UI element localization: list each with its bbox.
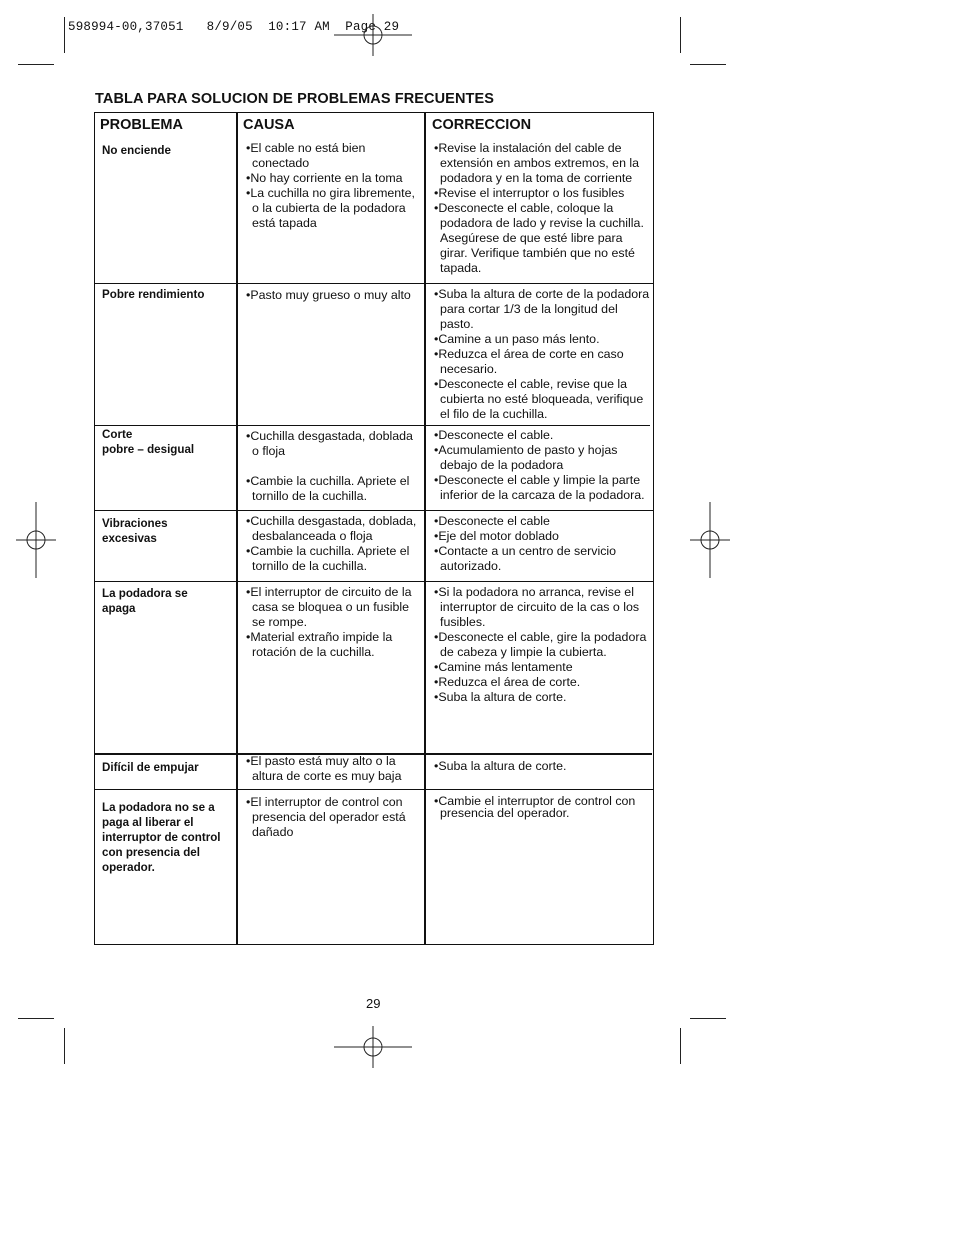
problem-line: excesivas bbox=[102, 532, 157, 545]
cause-item: •El pasto está muy alto o la altura de corte es muy baja bbox=[246, 754, 402, 783]
page-number: 29 bbox=[366, 996, 381, 1011]
fix-cell bbox=[432, 428, 650, 503]
problem-line: Difícil de empujar bbox=[102, 761, 199, 774]
fix-item: •Revise el interruptor o los fusibles bbox=[434, 186, 625, 200]
problem-line: La podadora no se a bbox=[102, 801, 215, 814]
cause-item: •No hay corriente en la toma bbox=[246, 171, 403, 185]
cause-item: •Cambie la cuchilla. Apriete el tornillo de la cuchilla. bbox=[246, 474, 410, 503]
fix-item: •Camine más lentamente bbox=[434, 660, 573, 674]
crop-mark bbox=[18, 1018, 54, 1019]
crop-mark bbox=[18, 64, 54, 65]
row-divider bbox=[94, 425, 650, 426]
crop-mark bbox=[680, 17, 681, 53]
row-divider bbox=[94, 510, 654, 511]
problem-cell bbox=[102, 760, 234, 775]
cause-cell bbox=[244, 429, 420, 504]
cause-item: •Cambie la cuchilla. Apriete el tornillo de la cuchilla. bbox=[246, 544, 410, 573]
fix-cell bbox=[432, 141, 650, 276]
problem-line: interruptor de control bbox=[102, 831, 221, 844]
fix-item: •Reduzca el área de corte en caso necesario. bbox=[434, 347, 624, 376]
problem-line: apaga bbox=[102, 602, 136, 615]
problem-cell bbox=[102, 287, 234, 302]
cause-item: •Cuchilla desgastada, doblada o floja bbox=[246, 429, 413, 458]
problem-cell bbox=[102, 586, 234, 616]
table-title: TABLA PARA SOLUCION DE PROBLEMAS FRECUENTES bbox=[95, 91, 495, 107]
cause-item: •El interruptor de control con presencia del operador está dañado bbox=[246, 795, 406, 839]
cause-cell bbox=[244, 141, 420, 231]
column-divider bbox=[424, 112, 426, 945]
cause-item: •La cuchilla no gira libremente, o la cubierta de la podadora está tapada bbox=[246, 186, 415, 230]
problem-line: Pobre rendimiento bbox=[102, 288, 205, 301]
header-correccion: CORRECCION bbox=[432, 117, 532, 133]
print-slug: 598994-00,37051 8/9/05 10:17 AM Page 29 bbox=[68, 20, 400, 34]
problem-line: Corte bbox=[102, 428, 133, 441]
fix-item: •Eje del motor doblado bbox=[434, 529, 559, 543]
cause-cell bbox=[244, 585, 420, 660]
header-causa: CAUSA bbox=[243, 117, 295, 133]
problem-cell bbox=[102, 427, 234, 457]
registration-mark-icon bbox=[690, 502, 730, 578]
fix-item: •Desconecte el cable bbox=[434, 514, 550, 528]
fix-cell bbox=[432, 795, 650, 819]
fix-item: •Desconecte el cable, gire la podadora de cabeza y limpie la cubierta. bbox=[434, 630, 647, 659]
fix-item: •Cambie el interruptor de control con presencia del operador. bbox=[434, 794, 636, 820]
crop-mark bbox=[64, 17, 65, 53]
cause-cell bbox=[244, 288, 420, 303]
column-divider bbox=[236, 112, 238, 945]
fix-item: •Camine a un paso más lento. bbox=[434, 332, 600, 346]
problem-cell bbox=[102, 800, 234, 875]
cause-cell bbox=[244, 795, 420, 840]
fix-item: •Si la podadora no arranca, revise el interruptor de circuito de la cas o los fusibles. bbox=[434, 585, 640, 629]
fix-item: •Contacte a un centro de servicio autorizado. bbox=[434, 544, 617, 573]
problem-line: La podadora se bbox=[102, 587, 188, 600]
crop-mark bbox=[680, 1028, 681, 1064]
problem-line: Vibraciones bbox=[102, 517, 168, 530]
fix-item: •Desconecte el cable, coloque la podadora de lado y revise la cuchilla. Asegúrese de que esté libre para girar. Verifique también que no esté tapada. bbox=[434, 201, 644, 275]
problem-cell bbox=[102, 143, 234, 158]
fix-cell bbox=[432, 514, 650, 574]
problem-line: paga al liberar el bbox=[102, 816, 194, 829]
fix-item: •Reduzca el área de corte. bbox=[434, 675, 581, 689]
cause-cell bbox=[244, 754, 420, 784]
fix-cell bbox=[432, 287, 650, 422]
row-divider bbox=[94, 581, 654, 582]
fix-item: •Acumulamiento de pasto y hojas debajo de la podadora bbox=[434, 443, 618, 472]
registration-mark-icon bbox=[334, 14, 412, 56]
crop-mark bbox=[690, 1018, 726, 1019]
problem-line: No enciende bbox=[102, 144, 171, 157]
registration-mark-icon bbox=[334, 1026, 412, 1068]
fix-cell bbox=[432, 585, 650, 705]
fix-item: •Suba la altura de corte. bbox=[434, 759, 567, 773]
registration-mark-icon bbox=[16, 502, 56, 578]
fix-item: •Suba la altura de corte. bbox=[434, 690, 567, 704]
fix-cell bbox=[432, 759, 650, 774]
problem-line: operador. bbox=[102, 861, 155, 874]
cause-item: •Material extraño impide la rotación de la cuchilla. bbox=[246, 630, 393, 659]
fix-item: •Desconecte el cable, revise que la cubierta no esté bloqueada, verifique el filo de la cuchilla. bbox=[434, 377, 644, 421]
cause-item: •El interruptor de circuito de la casa se bloquea o un fusible se rompe. bbox=[246, 585, 412, 629]
cause-item: •El cable no está bien conectado bbox=[246, 141, 366, 170]
problem-line: con presencia del bbox=[102, 846, 200, 859]
fix-item: •Revise la instalación del cable de extensión en ambos extremos, en la podadora y en la toma de corriente bbox=[434, 141, 640, 185]
problem-cell bbox=[102, 516, 234, 546]
fix-item: •Suba la altura de corte de la podadora para cortar 1/3 de la longitud del pasto. bbox=[434, 287, 650, 331]
crop-mark bbox=[690, 64, 726, 65]
cause-item: •Cuchilla desgastada, doblada, desbalanceada o floja bbox=[246, 514, 417, 543]
fix-item: •Desconecte el cable y limpie la parte inferior de la carcaza de la podadora. bbox=[434, 473, 645, 502]
problem-line: pobre – desigual bbox=[102, 443, 195, 456]
row-divider bbox=[94, 789, 654, 790]
row-divider bbox=[94, 283, 654, 284]
fix-item: •Desconecte el cable. bbox=[434, 428, 554, 442]
cause-cell bbox=[244, 514, 422, 574]
crop-mark bbox=[64, 1028, 65, 1064]
header-problema: PROBLEMA bbox=[100, 117, 183, 133]
cause-item: •Pasto muy grueso o muy alto bbox=[246, 288, 411, 302]
